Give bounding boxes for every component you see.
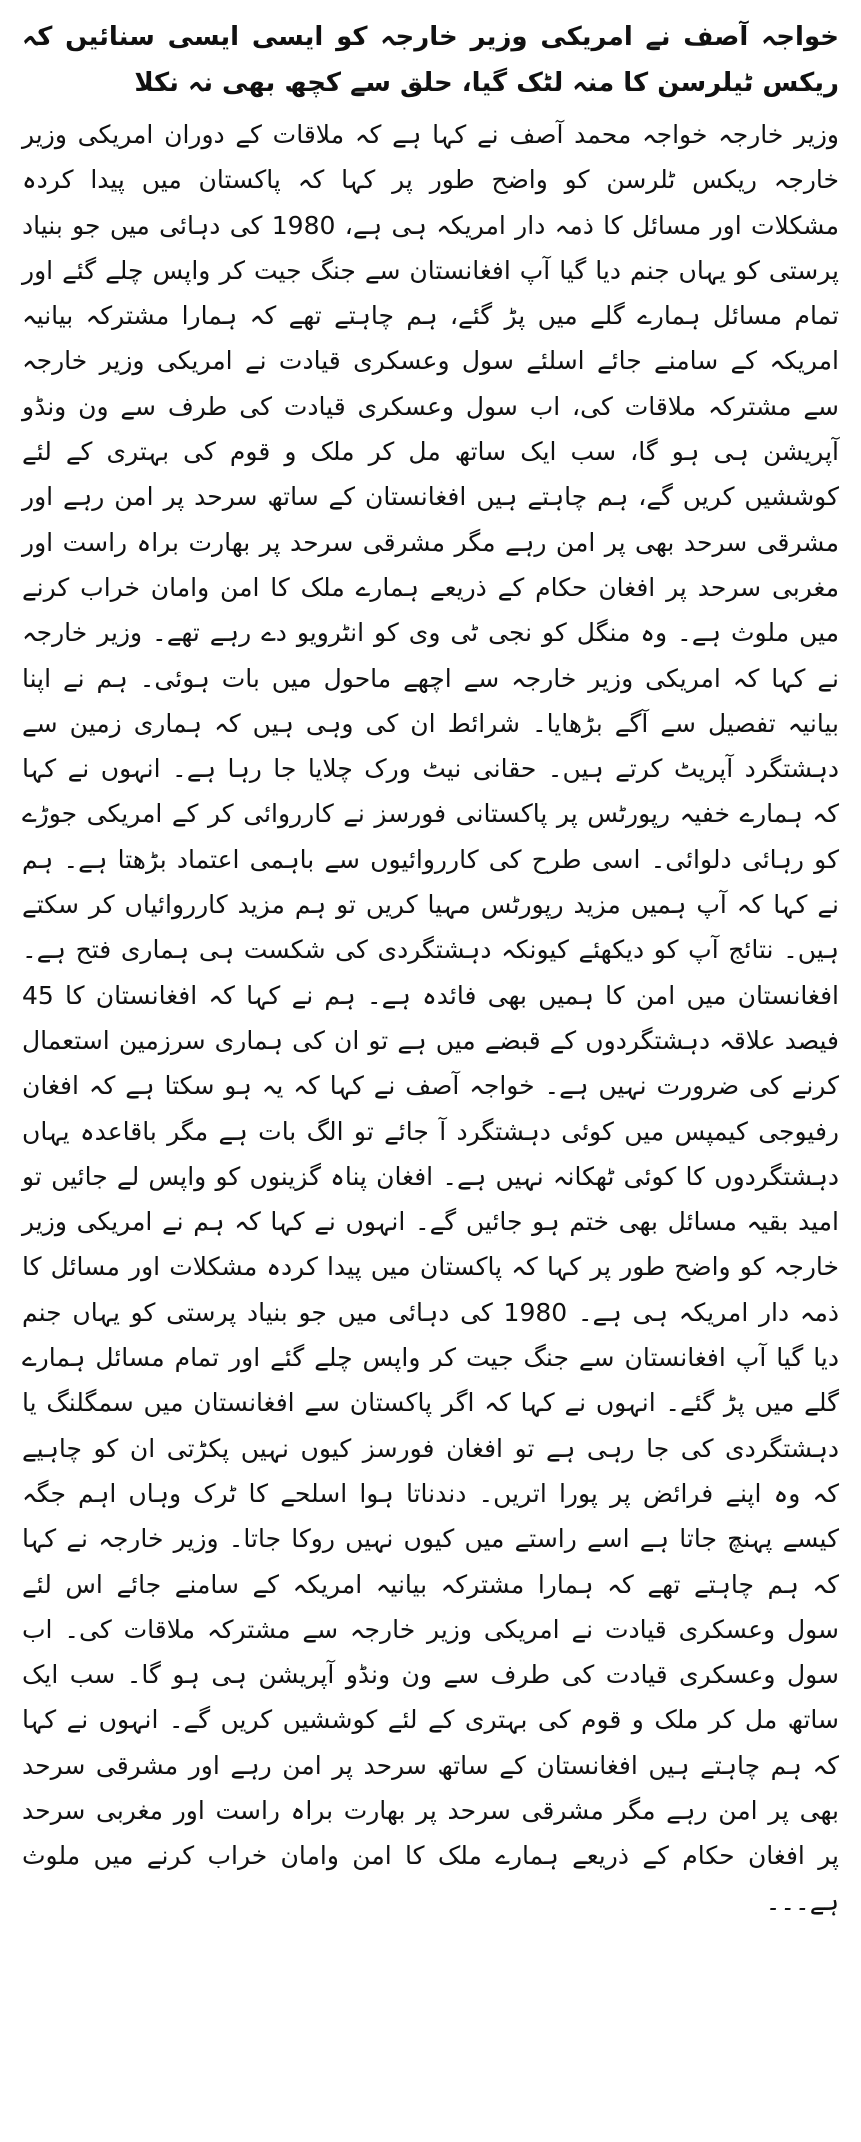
article-body: وزیر خارجہ خواجہ محمد آصف نے کہا ہے کہ ملاقات کے دوران امریکی وزیر خارجہ ریکس ٹلرسن کو واضح طور پر کہا کہ پاکستان میں پیدا کردہ مشکلات اور مسائل کا ذمہ دار امریکہ ہی ہے، 1980 کی دہائی میں جو بنیاد پرستی کو یہاں جنم دیا گیا آپ افغانستان سے جنگ جیت کر واپس چلے گئے اور تمام مسائل ہمارے گلے میں پڑ گئے، ہم چاہتے تھے کہ ہمارا مشترکہ بیانیہ امریکہ کے سامنے جائے اسلئے سول وعسکری قیادت نے امریکی وزیر خارجہ سے مشترکہ ملاقات کی، اب سول وعسکری قیادت کی طرف سے ون ونڈو آپریشن ہی ہو گا، سب ایک ساتھ مل کر ملک و قوم کی بہتری کے لئے کوششیں کریں گے، ہم چاہتے ہیں افغانستان کے ساتھ سرحد پر امن رہے اور مشرقی سرحد بھی پر امن رہے مگر مشرقی سرحد پر بھارت براہ راست اور مغربی سرحد پر افغان حکام کے ذریعے ہمارے ملک کا امن وامان خراب کرنے میں ملوث ہے۔ وہ منگل کو نجی ٹی وی کو انٹرویو دے رہے تھے۔ وزیر خارجہ نے کہا کہ امریکی وزیر خارجہ سے اچھے ماحول میں بات ہوئی۔ ہم نے اپنا بیانیہ تفصیل سے آگے بڑھایا۔ شرائط ان کی وہی ہیں کہ ہماری زمین سے دہشتگرد آپریٹ کرتے ہیں۔ حقانی نیٹ ورک چلایا جا رہا ہے۔ انہوں نے کہا کہ ہمارے خفیہ رپورٹس پر پاکستانی فورسز نے کارروائی کر کے امریکی جوڑے کو رہائی دلوائی۔ اسی طرح کی کارروائیوں سے باہمی اعتماد بڑھتا ہے۔ ہم نے کہا کہ آپ ہمیں مزید رپورٹس مہیا کریں تو ہم مزید کارروائیاں کر سکتے ہیں۔ نتائج آپ کو دیکھئے کیونکہ دہشتگردی کی شکست ہی ہماری فتح ہے۔ افغانستان میں امن کا ہمیں بھی فائدہ ہے۔ ہم نے کہا کہ افغانستان کا 45 فیصد علاقہ دہشتگردوں کے قبضے میں ہے تو ان کی ہماری سرزمین استعمال کرنے کی ضرورت نہیں ہے۔ خواجہ آصف نے کہا کہ یہ ہو سکتا ہے کہ افغان رفیوجی کیمپس میں کوئی دہشتگرد آ جائے تو الگ بات ہے مگر باقاعدہ یہاں دہشتگردوں کا کوئی ٹھکانہ نہیں ہے۔ افغان پناہ گزینوں کو واپس لے جائیں تو امید بقیہ مسائل بھی ختم ہو جائیں گے۔ انہوں نے کہا کہ ہم نے امریکی وزیر خارجہ کو واضح طور پر کہا کہ پاکستان میں پیدا کردہ مشکلات اور مسائل کا ذمہ دار امریکہ ہی ہے۔ 1980 کی دہائی میں جو بنیاد پرستی کو یہاں جنم دیا گیا آپ افغانستان سے جنگ جیت کر واپس چلے گئے اور تمام مسائل ہمارے گلے میں پڑ گئے۔ انہوں نے کہا کہ اگر پاکستان سے افغانستان میں سمگلنگ یا دہشتگردی کی جا رہی ہے تو افغان فورسز کیوں نہیں پکڑتی ان کو چاہیے کہ وہ اپنے فرائض پر پورا اتریں۔ دندناتا ہوا اسلحے کا ٹرک وہاں اہم جگہ کیسے پہنچ جاتا ہے اسے راستے میں کیوں نہیں روکا جاتا۔ وزیر خارجہ نے کہا کہ ہم چاہتے تھے کہ ہمارا مشترکہ بیانیہ امریکہ کے سامنے جائے اس لئے سول وعسکری قیادت نے امریکی وزیر خارجہ سے مشترکہ ملاقات کی۔ اب سول وعسکری قیادت کی طرف سے ون ونڈو آپریشن ہی ہو گا۔ سب ایک ساتھ مل کر ملک و قوم کی بہتری کے لئے کوششیں کریں گے۔ انہوں نے کہا کہ ہم چاہتے ہیں افغانستان کے ساتھ سرحد پر امن رہے اور مشرقی سرحد بھی پر امن رہے مگر مشرقی سرحد پر بھارت براہ راست اور مغربی سرحد پر افغان حکام کے ذریعے ہمارے ملک کا امن وامان خراب کرنے میں ملوث ہے۔۔۔ xyxy=(22,120,840,1916)
article-headline: خواجہ آصف نے امریکی وزیر خارجہ کو ایسی ایسی سنائیں کہ ریکس ٹیلرسن کا منہ لٹک گیا، حلق سے کچھ بھی نہ نکلا xyxy=(22,22,839,98)
